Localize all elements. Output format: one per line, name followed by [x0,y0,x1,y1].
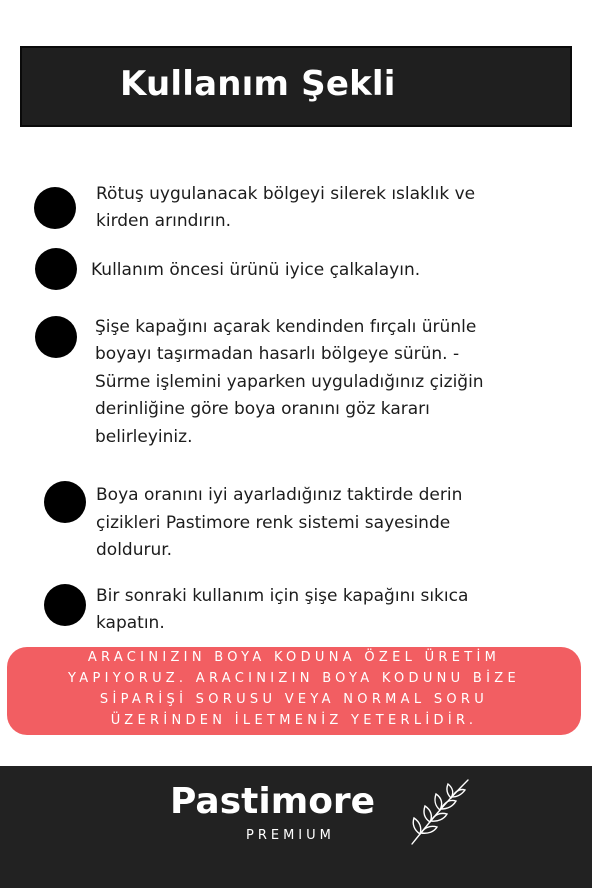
step-5-bullet [44,584,86,626]
step-3-line-3: Sürme işlemini yaparken uyguladığınız çiziğin [95,372,484,392]
step-1-line-1: Rötuş uygulanacak bölgeyi silerek ıslaklık ve [96,184,476,204]
banner-line-3: SİPARİŞİ SORUSU VEYA NORMAL SORU [99,692,489,707]
banner-line-2: YAPIYORUZ. ARACINIZIN BOYA KODUNU BİZE [68,671,520,686]
step-3-line-1: Şişe kapağını açarak kendinden fırçalı ürünle [95,317,477,337]
step-3-line-4: derinliğine göre boya oranını göz kararı [95,399,430,419]
banner-line-4: ÜZERİNDEN İLETMENİZ YETERLİDİR. [110,713,478,728]
step-5-line-1: Bir sonraki kullanım için şişe kapağını sıkıca [96,586,469,606]
step-3-line-5: belirleyiniz. [95,427,193,447]
step-5-line-2: kapatın. [96,613,165,633]
step-3-bullet [35,316,77,358]
step-2-bullet [35,248,77,290]
brand-name: Pastimore [170,781,376,822]
step-3-line-2: boyayı taşırmadan hasarlı bölgeye sürün. - [95,344,460,364]
page-title: Kullanım Şekli [120,64,396,104]
step-1-line-2: kirden arındırın. [96,211,231,231]
step-4-line-3: doldurur. [96,540,173,560]
banner-line-1: ARACINIZIN BOYA KODUNA ÖZEL ÜRETİM [87,650,501,665]
step-2-line-1: Kullanım öncesi ürünü iyice çalkalayın. [91,260,421,280]
brand-tagline: PREMIUM [246,828,335,843]
step-4-line-1: Boya oranını iyi ayarladığınız taktirde derin [96,485,463,505]
step-1-bullet [34,187,76,229]
olive-branch-icon [406,776,472,848]
step-4-line-2: çizikleri Pastimore renk sistemi sayesinde [96,513,451,533]
step-4-bullet [44,481,86,523]
